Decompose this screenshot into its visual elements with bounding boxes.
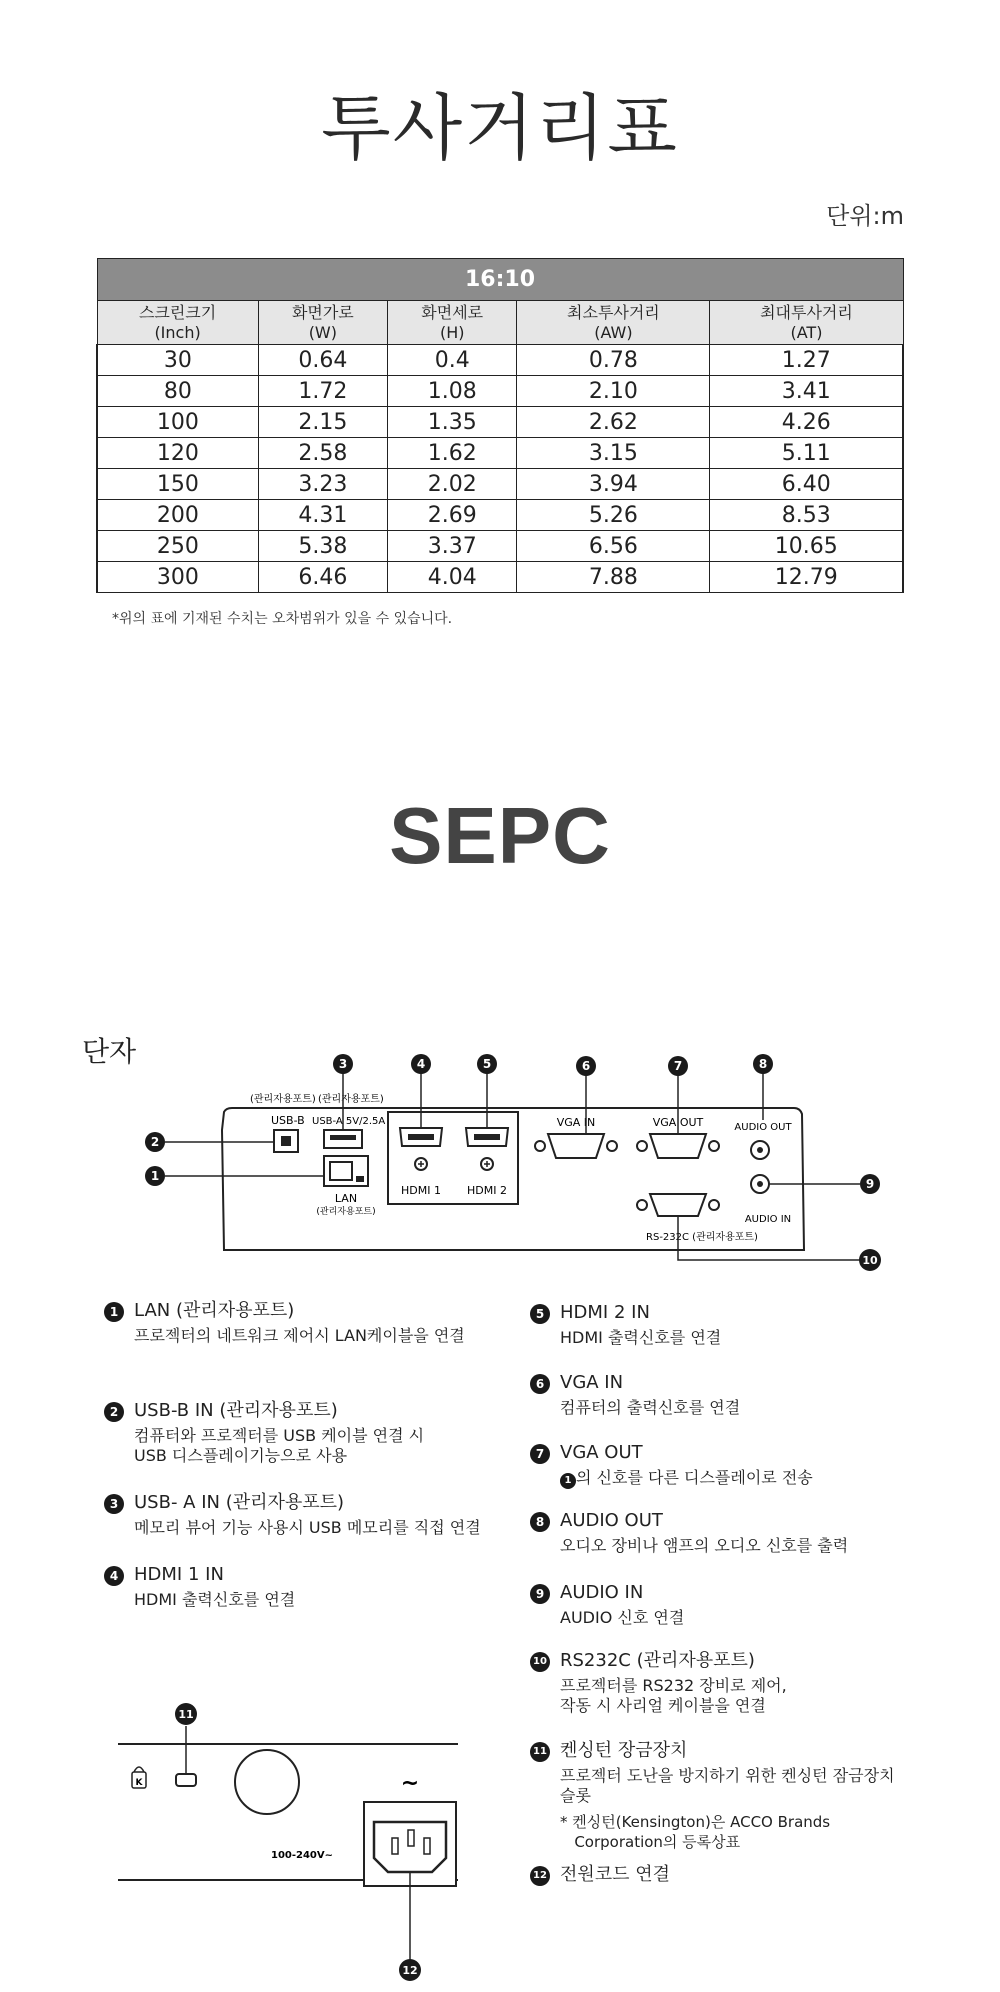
unit-label: 단위:m xyxy=(826,202,904,230)
table-cell: 2.10 xyxy=(517,376,710,407)
callout-6 xyxy=(576,1056,596,1076)
fan-vent xyxy=(235,1750,299,1814)
table-cell: 5.26 xyxy=(517,500,710,531)
callout-8 xyxy=(753,1054,773,1074)
table-cell: 0.64 xyxy=(258,345,387,376)
table-cell: 3.37 xyxy=(388,531,517,562)
table-cell: 5.11 xyxy=(710,438,903,469)
vga-out-port xyxy=(650,1134,706,1158)
table-cell: 1.72 xyxy=(258,376,387,407)
table-cell: 150 xyxy=(97,469,258,500)
table-cell: 2.15 xyxy=(258,407,387,438)
table-cell: 2.58 xyxy=(258,438,387,469)
svg-text:8: 8 xyxy=(758,1057,768,1071)
power-panel-diagram xyxy=(0,1700,500,1990)
table-cell: 6.46 xyxy=(258,562,387,593)
lan-label: LAN xyxy=(334,1192,358,1205)
svg-text:2: 2 xyxy=(150,1135,160,1149)
voltage-label: 100-240V~ xyxy=(270,1850,334,1861)
column-header: 스크린크기 (Inch) xyxy=(97,301,258,345)
callout-10 xyxy=(859,1249,881,1271)
kensington-slot xyxy=(176,1774,196,1786)
usb-b-label: USB-B xyxy=(271,1114,305,1127)
svg-text:10: 10 xyxy=(862,1254,878,1267)
svg-text:3: 3 xyxy=(338,1057,348,1071)
table-cell: 0.78 xyxy=(517,345,710,376)
hdmi-1-label: HDMI 1 xyxy=(401,1184,441,1197)
table-cell: 6.56 xyxy=(517,531,710,562)
table-cell: 6.40 xyxy=(710,469,903,500)
table-cell: 7.88 xyxy=(517,562,710,593)
table-cell: 250 xyxy=(97,531,258,562)
table-note: *위의 표에 기재된 수치는 오차범위가 있을 수 있습니다. xyxy=(112,611,453,627)
table-row xyxy=(97,500,903,531)
table-cell: 4.26 xyxy=(710,407,903,438)
table-cell: 12.79 xyxy=(710,562,903,593)
hdmi-2-label: HDMI 2 xyxy=(467,1184,507,1197)
callout-7 xyxy=(668,1056,688,1076)
callout-4 xyxy=(411,1054,431,1074)
table-cell: 30 xyxy=(97,345,258,376)
table-cell: 3.23 xyxy=(258,469,387,500)
callout-11 xyxy=(175,1703,197,1725)
usb-a-label: USB-A 5V/2.5A xyxy=(312,1116,386,1127)
table-cell: 3.41 xyxy=(710,376,903,407)
brand-title: SEPC xyxy=(389,791,611,880)
column-header: 최소투사거리 (AW) xyxy=(517,301,710,345)
table-row xyxy=(97,345,903,376)
kensington-lock-icon xyxy=(132,1767,146,1788)
table-cell: 0.4 xyxy=(388,345,517,376)
vga-in-port xyxy=(548,1134,604,1158)
svg-text:6: 6 xyxy=(581,1059,591,1073)
svg-text:1: 1 xyxy=(150,1169,160,1183)
svg-text:12: 12 xyxy=(402,1964,418,1977)
table-row xyxy=(97,376,903,407)
table-cell: 4.31 xyxy=(258,500,387,531)
column-header: 화면가로 (W) xyxy=(258,301,387,345)
table-cell: 300 xyxy=(97,562,258,593)
table-cell: 1.27 xyxy=(710,345,903,376)
svg-text:5: 5 xyxy=(482,1057,492,1071)
svg-text:11: 11 xyxy=(178,1708,194,1721)
table-cell: 200 xyxy=(97,500,258,531)
callout-12 xyxy=(399,1959,421,1981)
ref-1-icon: 1 xyxy=(560,1473,576,1489)
table-cell: 1.35 xyxy=(388,407,517,438)
table-row xyxy=(97,407,903,438)
terminal-panel-diagram xyxy=(0,1050,1000,1280)
table-ratio-header: 16:10 xyxy=(97,259,903,301)
callout-2 xyxy=(145,1132,165,1152)
table-cell: 100 xyxy=(97,407,258,438)
ac-symbol: ~ xyxy=(400,1771,420,1796)
column-header: 화면세로 (H) xyxy=(388,301,517,345)
callout-9 xyxy=(860,1174,880,1194)
table-row xyxy=(97,531,903,562)
usb-a-tag: (관리자용포트) xyxy=(318,1094,384,1105)
column-header: 최대투사거리 (AT) xyxy=(710,301,903,345)
table-cell: 4.04 xyxy=(388,562,517,593)
table-column-headers xyxy=(97,301,903,345)
table-cell: 3.94 xyxy=(517,469,710,500)
table-cell: 5.38 xyxy=(258,531,387,562)
table-row xyxy=(97,438,903,469)
table-cell: 2.69 xyxy=(388,500,517,531)
table-cell: 120 xyxy=(97,438,258,469)
svg-text:9: 9 xyxy=(865,1177,875,1191)
rs232c-label: RS-232C (관리자용포트) xyxy=(646,1232,758,1243)
rs232c-port xyxy=(650,1194,706,1216)
table-cell: 8.53 xyxy=(710,500,903,531)
svg-text:7: 7 xyxy=(673,1059,683,1073)
table-cell: 2.62 xyxy=(517,407,710,438)
lan-tag: (관리자용포트) xyxy=(316,1207,376,1217)
table-cell: 80 xyxy=(97,376,258,407)
audio-out-label: AUDIO OUT xyxy=(734,1122,792,1133)
throw-distance-table xyxy=(96,258,904,593)
table-cell: 2.02 xyxy=(388,469,517,500)
table-cell: 3.15 xyxy=(517,438,710,469)
section-title: 단자 xyxy=(82,1035,137,1068)
table-cell: 10.65 xyxy=(710,531,903,562)
vga-out-label: VGA OUT xyxy=(652,1116,704,1129)
audio-in-label: AUDIO IN xyxy=(744,1214,792,1225)
usb-b-tag: (관리자용포트) xyxy=(250,1094,316,1105)
table-cell: 1.08 xyxy=(388,376,517,407)
callout-1 xyxy=(145,1166,165,1186)
svg-text:4: 4 xyxy=(416,1057,426,1071)
table-cell: 1.62 xyxy=(388,438,517,469)
page-title: 투사거리표 xyxy=(321,86,679,170)
svg-text:K: K xyxy=(135,1778,143,1788)
vga-in-label: VGA IN xyxy=(556,1116,596,1129)
callout-5 xyxy=(477,1054,497,1074)
callout-3 xyxy=(333,1054,353,1074)
table-row xyxy=(97,562,903,593)
table-row xyxy=(97,469,903,500)
